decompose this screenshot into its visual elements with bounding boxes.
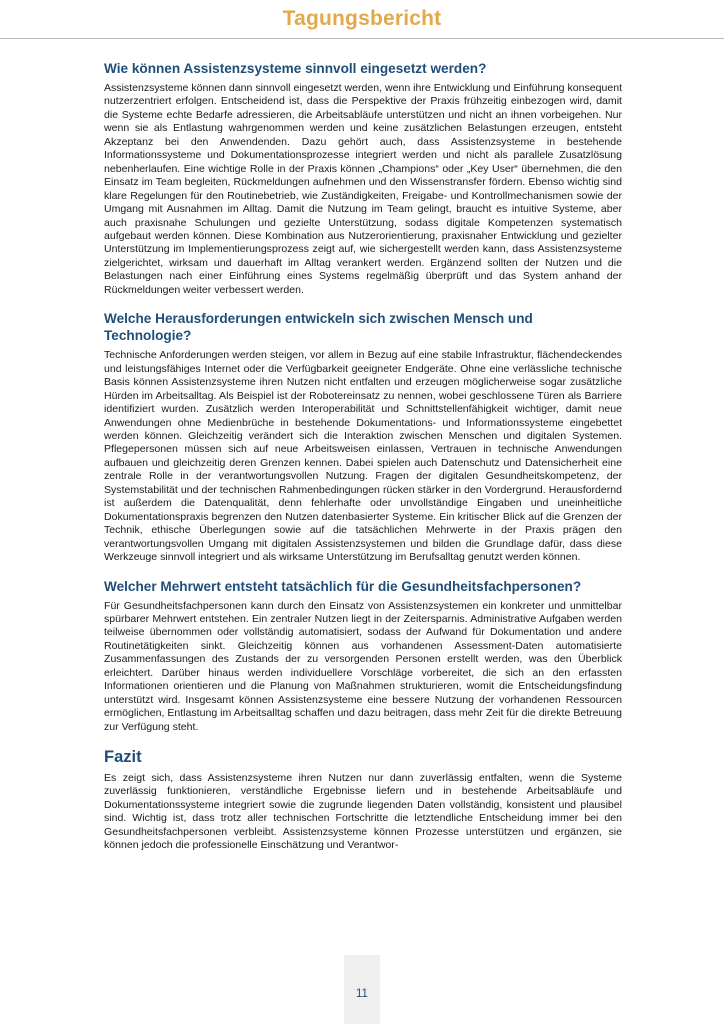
section-fazit: [104, 747, 622, 853]
page-number-box: [344, 955, 380, 1024]
section-body: Assistenzsysteme können dann sinnvoll eingesetzt werden, wenn ihre Entwicklung und Einführung konsequent nutzerzentriert erfolgen. Entscheidend ist, dass die Perspektive der Praxis frühzeitig einbezogen wird, damit die Systeme echte Bedarfe adressieren, die Arbeitsabläufe unterstützen und nicht an ihnen vorbeigehen. Nur wenn sie als Entlastung wahrgenommen werden und keine zusätzlichen Belastungen erzeugen, entsteht Akzeptanz bei den Anwendenden. Dazu gehört auch, dass Assistenzsysteme in bestehende Informationssysteme und Dokumentationsprozesse integriert werden und nicht als parallele Zusatzlösung nebenherlaufen. Eine wichtige Rolle in der Praxis können „Champions“ oder „Key User“ übernehmen, die den Einsatz im Team begleiten, Rückmeldungen aufnehmen und den Wissenstransfer fördern. Ebenso wichtig sind klare Regelungen für den Routinebetrieb, wie Zuständigkeiten, Freigabe- und Kontrollmechanismen sowie der Umgang mit Ausnahmen im Alltag. Damit die Nutzung im Team gelingt, braucht es intuitive Systeme, aber auch praxisnahe Schulungen und gezielte Unterstützung, sodass digitale Kompetenzen systematisch aufgebaut werden können. Diese Kombination aus Nutzerorientierung, praxisnaher Entwicklung und gezielter Unterstützung im Implementierungsprozess zeigt auf, wie sichergestellt werden kann, dass Assistenzsysteme zielgerichtet, wirksam und dauerhaft im Alltag verankert werden. Ergänzend sollten der Nutzen und die Belastungen nach einer Einführung eines Systems regelmäßig überprüft und das System anhand der Rückmeldungen weiter verbessert werden.: [104, 82, 622, 296]
section-heading: Welche Herausforderungen entwickeln sich zwischen Mensch und Technologie?: [104, 311, 533, 344]
article-content: [104, 60, 622, 866]
section-herausforderungen: [104, 310, 622, 564]
section-heading: Fazit: [104, 748, 142, 767]
section-mehrwert: [104, 578, 622, 735]
section-einsatz: [104, 60, 622, 297]
section-heading: Welcher Mehrwert entsteht tatsächlich für die Gesundheitsfachpersonen?: [104, 578, 582, 594]
header-title: Tagungsbericht: [282, 7, 442, 30]
page-number: 11: [356, 988, 368, 1000]
section-body: Es zeigt sich, dass Assistenzsysteme ihren Nutzen nur dann zuverlässig entfalten, wenn die Systeme zuverlässig funktionieren, verständliche Ergebnisse liefern und in bestehende Arbeitsabläufe und Dokumentationssysteme integriert sowie die zugrunde liegenden Daten vollständig, konsistent und plausibel sind. Wichtig ist, dass trotz aller technischen Fortschritte die letztendliche Entscheidung immer bei den Gesundheitsfachpersonen verbleibt. Assistenzsysteme können Prozesse unterstützen und ergänzen, sie können jedoch die professionelle Einschätzung und Verantwor-: [104, 772, 622, 852]
section-body: Für Gesundheitsfachpersonen kann durch den Einsatz von Assistenzsystemen ein konkreter und unmittelbar spürbarer Mehrwert entstehen. Ein zentraler Nutzen liegt in der Zeitersparnis. Administrative Aufgaben werden teilweise übernommen oder vollständig automatisiert, sodass der Aufwand für Dokumentation und andere Routinetätigkeiten sinkt. Gleichzeitig können aus vorhandenen Assessment-Daten automatisierte Zusammenfassungen des Zustands der zu versorgenden Personen erstellt werden, was den Überblick erleichtert. Darüber hinaus werden individuellere Vorschläge vorbereitet, die sich an den erfassten Informationen orientieren und die Planung von Maßnahmen strukturieren, womit die Entscheidungsfindung unterstützt wird. Insgesamt können Assistenzsysteme eine bessere Nutzung der vorhandenen Ressourcen ermöglichen, Entlastung im Arbeitsalltag schaffen und dazu beitragen, dass mehr Zeit für die direkte Betreuung zur Verfügung steht.: [104, 599, 622, 733]
section-body: Technische Anforderungen werden steigen, vor allem in Bezug auf eine stabile Infrastruktur, flächendeckendes und leistungsfähiges Internet oder die Verfügbarkeit geeigneter Endgeräte. Ohne eine verlässliche technische Basis können Assistenzsysteme ihren Nutzen nicht entfalten und erzeugen möglicherweise sogar zusätzliche Hürden im Arbeitsalltag. Als Beispiel ist der Robotereinsatz zu nennen, wobei geschlossene Türen als Barriere identifiziert wurden. Zusätzlich werden Interoperabilität und Schnittstellenfähigkeit wichtiger, damit neue Anwendungen ohne Medienbrüche in bestehende Dokumentations- und Informationssysteme eingebettet werden können. Gleichzeitig verändert sich die Interaktion zwischen Menschen und digitalen Systemen. Pflegepersonen müssen sich auf neue Arbeitsweisen einlassen, Vertrauen in technische Anwendungen aufbauen und gleichzeitig deren Grenzen kennen. Dabei spielen auch Datenschutz und Datensicherheit eine zentrale Rolle in der verantwortungsvollen Nutzung. Fragen der digitalen Gesundheitskompetenz, der Systemstabilität und der technischen Rahmenbedingungen rücken stärker in den Vordergrund. Herausfordernd ist außerdem die Datenqualität, denn fehlerhafte oder unvollständige Eingaben und uneinheitliche Dokumentationspraxis begrenzen den Nutzen datenbasierter Systeme. Ein kritischer Blick auf die Grenzen der Technik, ethische Überlegungen sowie auf die tatsächlichen Mehrwerte in der Praxis prägen den verantwortungsvollen Umgang mit digitalen Assistenzsystemen und bilden die Grundlage dafür, dass diese Werkzeuge sinnvoll integriert und als wirksame Unterstützung im Berufsalltag genutzt werden können.: [104, 349, 622, 564]
section-heading: Wie können Assistenzsysteme sinnvoll eingesetzt werden?: [104, 61, 487, 76]
running-header: [0, 0, 724, 39]
